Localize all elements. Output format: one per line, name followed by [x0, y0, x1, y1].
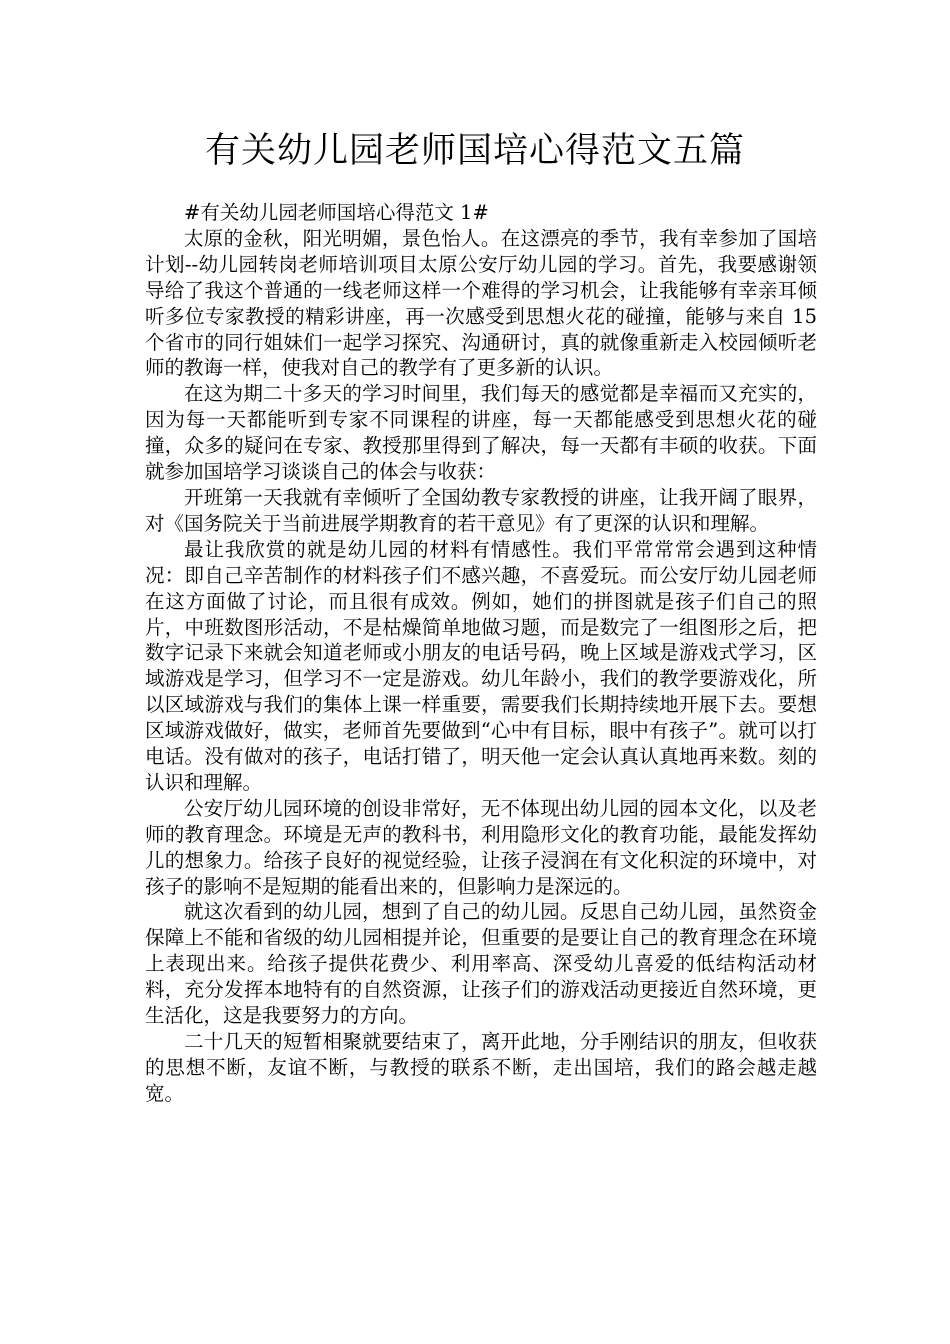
document-title: 有关幼儿园老师国培心得范文五篇 [204, 131, 745, 171]
document-body [145, 200, 817, 1107]
paragraph: 最让我欣赏的就是幼儿园的材料有情感性。我们平常常常会遇到这种情况：即自己辛苦制作的材料孩子们不感兴趣，不喜爱玩。而公安厅幼儿园老师在这方面做了讨论，而且很有成效。例如，她们的拼图就是孩子们自己的照片，中班数图形活动，不是枯燥简单地做习题，而是数完了一组图形之后，把数字记录下来就会知道老师或小朋友的电话号码，晚上区域是游戏式学习，区域游戏是学习，但学习不一定是游戏。幼儿年龄小，我们的教学要游戏化，所以区域游戏与我们的集体上课一样重要，需要我们长期持续地开展下去。要想区域游戏做好，做实，老师首先要做到“心中有目标，眼中有孩子”。就可以打电话。没有做对的孩子，电话打错了，明天他一定会认真认真地再来数。刻的认识和理解。 [145, 537, 817, 794]
paragraph: 在这为期二十多天的学习时间里，我们每天的感觉都是幸福而又充实的，因为每一天都能听到专家不同课程的讲座，每一天都能感受到思想火花的碰撞，众多的疑问在专家、教授那里得到了解决，每一天都有丰硕的收获。下面就参加国培学习谈谈自己的体会与收获： [145, 382, 817, 484]
paragraph: 太原的金秋，阳光明媚，景色怡人。在这漂亮的季节，我有幸参加了国培计划--幼儿园转岗老师培训项目太原公安厅幼儿园的学习。首先，我要感谢领导给了我这个普通的一线老师这样一个难得的学习机会，让我能够有幸亲耳倾听多位专家教授的精彩讲座，再一次感受到思想火花的碰撞，能够与来自 15 个省市的同行姐妹们一起学习探究、沟通研讨，真的就像重新走入校园倾听老师的教诲一样，使我对自己的教学有了更多新的认识。 [145, 226, 817, 380]
paragraph: 就这次看到的幼儿园，想到了自己的幼儿园。反思自己幼儿园，虽然资金保障上不能和省级的幼儿园相提并论，但重要的是要让自己的教育理念在环境上表现出来。给孩子提供花费少、利用率高、深受幼儿喜爱的低结构活动材料，充分发挥本地特有的自然资源，让孩子们的游戏活动更接近自然环境，更生活化，这是我要努力的方向。 [145, 900, 817, 1028]
paragraph: 开班第一天我就有幸倾听了全国幼教专家教授的讲座，让我开阔了眼界，对《国务院关于当前进展学期教育的若干意见》有了更深的认识和理解。 [145, 485, 817, 535]
section-heading: #有关幼儿园老师国培心得范文 1# [184, 201, 489, 224]
paragraph: 公安厅幼儿园环境的创设非常好，无不体现出幼儿园的园本文化，以及老师的教育理念。环境是无声的教科书，利用隐形文化的教育功能，最能发挥幼儿的想象力。给孩子良好的视觉经验，让孩子浸润在有文化积淀的环境中，对孩子的影响不是短期的能看出来的，但影响力是深远的。 [145, 796, 817, 898]
paragraph: 二十几天的短暂相聚就要结束了，离开此地，分手刚结识的朋友，但收获的思想不断，友谊不断，与教授的联系不断，走出国培，我们的路会越走越宽。 [145, 1030, 817, 1105]
